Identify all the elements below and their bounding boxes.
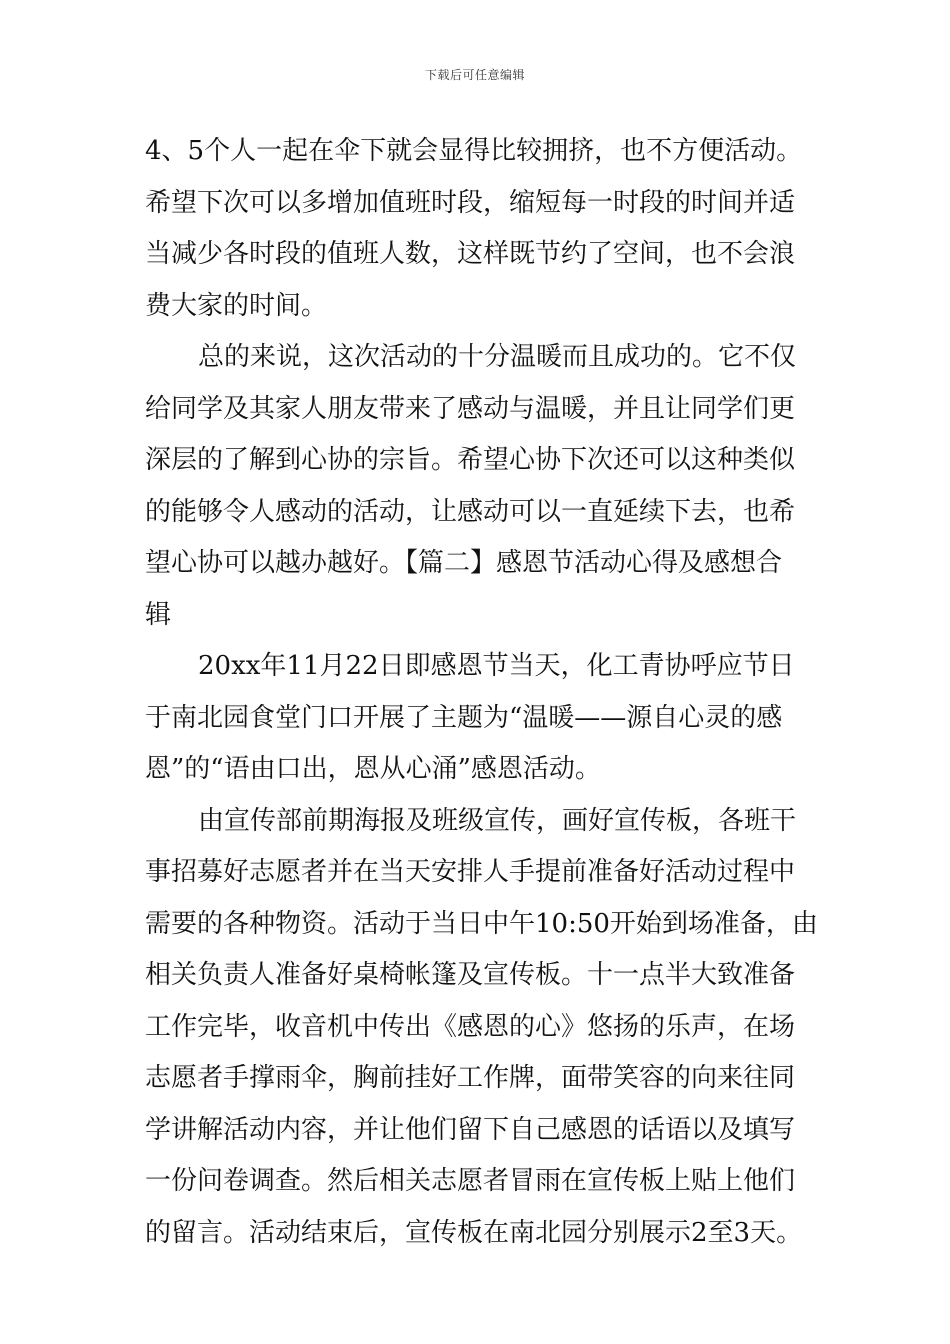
text-line: 的能够令人感动的活动，让感动可以一直延续下去，也希 [145,496,796,527]
text-line: 总的来说，这次活动的十分温暖而且成功的。它不仅 [198,342,797,372]
text-line: 相关负责人准备好桌椅帐篷及宣传板。十一点半大致准备 [145,960,796,990]
text-line: 事招募好志愿者并在当天安排人手提前准备好活动过程中 [145,857,796,887]
text-line: 学讲解活动内容，并让他们留下自己感恩的话语以及填写 [145,1114,796,1145]
text-line: 希望下次可以多增加值班时段，缩短每一时段的时间并适 [145,187,796,218]
text-line: 需要的各种物资。活动于当日中午10:50开始到场准备，由 [145,908,818,939]
text-line: 于南北园食堂门口开展了主题为“温暖——源自心灵的感 [145,702,783,733]
text-line: 深层的了解到心协的宗旨。希望心协下次还可以这种类似 [145,445,796,475]
text-line: 的留言。活动结束后，宣传板在南北园分别展示2至3天。 [145,1217,803,1248]
text-line: 工作完毕，收音机中传出《感恩的心》悠扬的乐声，在场 [145,1011,796,1042]
text-line: 望心协可以越办越好。【篇二】感恩节活动心得及感想合 [145,548,783,578]
text-line: 给同学及其家人朋友带来了感动与温暖，并且让同学们更 [145,393,796,424]
paragraph [145,126,810,332]
paragraph [145,641,810,796]
paragraph [145,332,810,641]
text-line: 20xx年11月22日即感恩节当天，化工青协呼应节日 [198,651,795,681]
text-line: 4、5个人一起在伞下就会显得比较拥挤，也不方便活动。 [145,136,803,166]
text-line: 一份问卷调查。然后相关志愿者冒雨在宣传板上贴上他们 [145,1166,796,1196]
text-line: 当减少各时段的值班人数，这样既节约了空间，也不会浪 [145,239,796,269]
text-line: 由宣传部前期海报及班级宣传，画好宣传板，各班干 [198,805,797,836]
text-line: 志愿者手撑雨伞，胸前挂好工作牌，面带笑容的向来往同 [145,1063,796,1093]
document-body [145,126,818,1259]
text-line: 费大家的时间。 [145,290,328,321]
paragraph [145,796,818,1260]
text-line: 辑 [145,599,172,630]
text-line: 恩”的“语由口出，恩从心涌”感恩活动。 [145,754,601,784]
page-header: 下载后可任意编辑 [424,68,525,82]
